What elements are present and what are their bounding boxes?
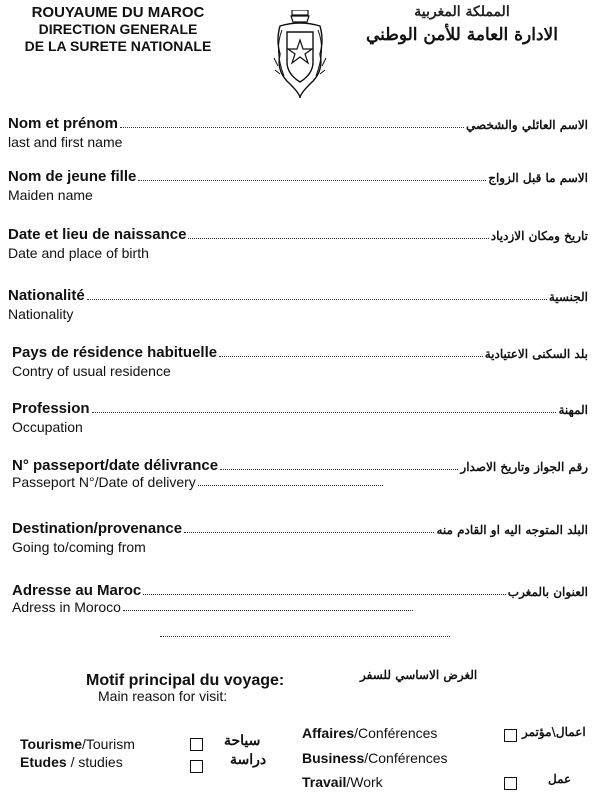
field-label-ar: الجنسية bbox=[548, 290, 588, 304]
header-direction: DIRECTION GENERALE bbox=[38, 21, 198, 37]
header-surete: DE LA SURETE NATIONALE bbox=[24, 38, 212, 54]
motif-title-fr: Motif principal du voyage: bbox=[86, 672, 285, 689]
field-nationality bbox=[8, 287, 588, 323]
coat-of-arms-emblem bbox=[272, 10, 328, 100]
work-checkbox[interactable] bbox=[504, 777, 517, 790]
reason-business-en-line bbox=[302, 750, 448, 766]
field-label-en: Occupation bbox=[12, 419, 83, 435]
reason-work bbox=[302, 774, 383, 790]
dotted-line[interactable] bbox=[188, 237, 488, 239]
field-label-fr: Destination/provenance bbox=[12, 520, 183, 537]
motif-section bbox=[86, 672, 284, 704]
dotted-line[interactable] bbox=[123, 609, 413, 611]
reason-business-ar: اعمال\مؤتمر bbox=[522, 725, 586, 739]
field-full-name bbox=[8, 115, 588, 151]
field-label-en: Contry of usual residence bbox=[12, 363, 171, 379]
reason-tourism-ar: سياحة bbox=[224, 733, 261, 749]
reason-tourism-en: /Tourism bbox=[81, 736, 135, 752]
field-destination bbox=[12, 520, 588, 556]
field-label-en: Adress in Moroco bbox=[12, 599, 121, 615]
field-label-fr: N° passeport/date délivrance bbox=[12, 457, 219, 474]
header-arabic bbox=[342, 6, 582, 52]
dotted-line[interactable] bbox=[143, 593, 506, 595]
dotted-line[interactable] bbox=[87, 298, 547, 300]
reason-work-ar: عمل bbox=[548, 772, 572, 786]
field-label-ar: العنوان بالمغرب bbox=[507, 585, 588, 599]
reason-business bbox=[302, 725, 437, 741]
field-label-en: Maiden name bbox=[8, 187, 93, 203]
dotted-line[interactable] bbox=[138, 179, 486, 181]
field-label-ar: بلد السكنى الاعتيادية bbox=[484, 347, 588, 361]
field-label-en: Date and place of birth bbox=[8, 245, 149, 261]
field-label-fr: Profession bbox=[12, 400, 90, 417]
field-label-fr: Nom de jeune fille bbox=[8, 168, 137, 185]
dotted-line[interactable] bbox=[184, 531, 434, 533]
field-label-ar: تاريخ ومكان الازدياد bbox=[490, 229, 588, 243]
field-profession bbox=[12, 400, 588, 436]
dotted-line[interactable] bbox=[92, 411, 557, 413]
field-residence bbox=[12, 344, 588, 380]
address-dotted-line-2[interactable] bbox=[160, 636, 450, 637]
reason-business-en-fr: Business bbox=[302, 750, 365, 766]
field-address bbox=[12, 582, 588, 615]
header-french bbox=[0, 4, 236, 55]
reason-studies bbox=[20, 754, 123, 770]
dotted-line[interactable] bbox=[219, 355, 483, 357]
reason-studies-en: / studies bbox=[66, 754, 123, 770]
field-label-en: Going to/coming from bbox=[12, 539, 146, 555]
field-label-fr: Nationalité bbox=[8, 287, 85, 304]
field-label-en: last and first name bbox=[8, 134, 123, 150]
field-label-fr: Nom et prénom bbox=[8, 115, 119, 132]
business-checkbox[interactable] bbox=[504, 729, 517, 742]
field-label-en: Passeport N°/Date of delivery bbox=[12, 474, 196, 490]
reason-work-en: /Work bbox=[346, 774, 383, 790]
motif-title-en: Main reason for visit: bbox=[98, 688, 228, 704]
tourism-checkbox[interactable] bbox=[190, 738, 203, 751]
studies-checkbox[interactable] bbox=[190, 760, 203, 773]
reason-tourism bbox=[20, 736, 135, 752]
field-maiden-name bbox=[8, 168, 588, 204]
field-label-ar: الاسم العائلي والشخصي bbox=[466, 118, 588, 132]
header-kingdom-arabic: المملكة المغربية bbox=[414, 4, 510, 20]
field-label-fr: Pays de résidence habituelle bbox=[12, 344, 218, 361]
field-birth bbox=[8, 226, 588, 262]
reason-tourism-fr: Tourisme bbox=[20, 736, 82, 752]
field-label-ar: البلد المتوجه اليه او القادم منه bbox=[436, 523, 588, 537]
motif-title-ar: الغرض الاساسي للسفر bbox=[360, 668, 478, 682]
header-direction-arabic: الادارة العامة للأمن الوطني bbox=[366, 25, 558, 45]
reason-business-fr: Affaires bbox=[302, 725, 355, 741]
field-passport bbox=[12, 457, 588, 490]
reason-business-en: /Conférences bbox=[354, 725, 438, 741]
field-label-en: Nationality bbox=[8, 306, 74, 322]
dotted-line[interactable] bbox=[220, 468, 458, 470]
field-label-ar: الاسم ما قبل الزواج bbox=[488, 171, 588, 185]
reason-work-fr: Travail bbox=[302, 774, 347, 790]
reason-studies-fr: Etudes bbox=[20, 754, 67, 770]
field-label-ar: المهنة bbox=[558, 403, 588, 417]
reason-business-en-conf: /Conférences bbox=[364, 750, 448, 766]
dotted-line[interactable] bbox=[198, 484, 383, 486]
field-label-fr: Date et lieu de naissance bbox=[8, 226, 187, 243]
dotted-line[interactable] bbox=[120, 126, 464, 128]
reason-studies-ar: دراسة bbox=[230, 752, 267, 768]
field-label-ar: رقم الجواز وتاريخ الاصدار bbox=[460, 460, 588, 474]
field-label-fr: Adresse au Maroc bbox=[12, 582, 142, 599]
header-kingdom: ROUYAUME DU MAROC bbox=[31, 4, 205, 21]
